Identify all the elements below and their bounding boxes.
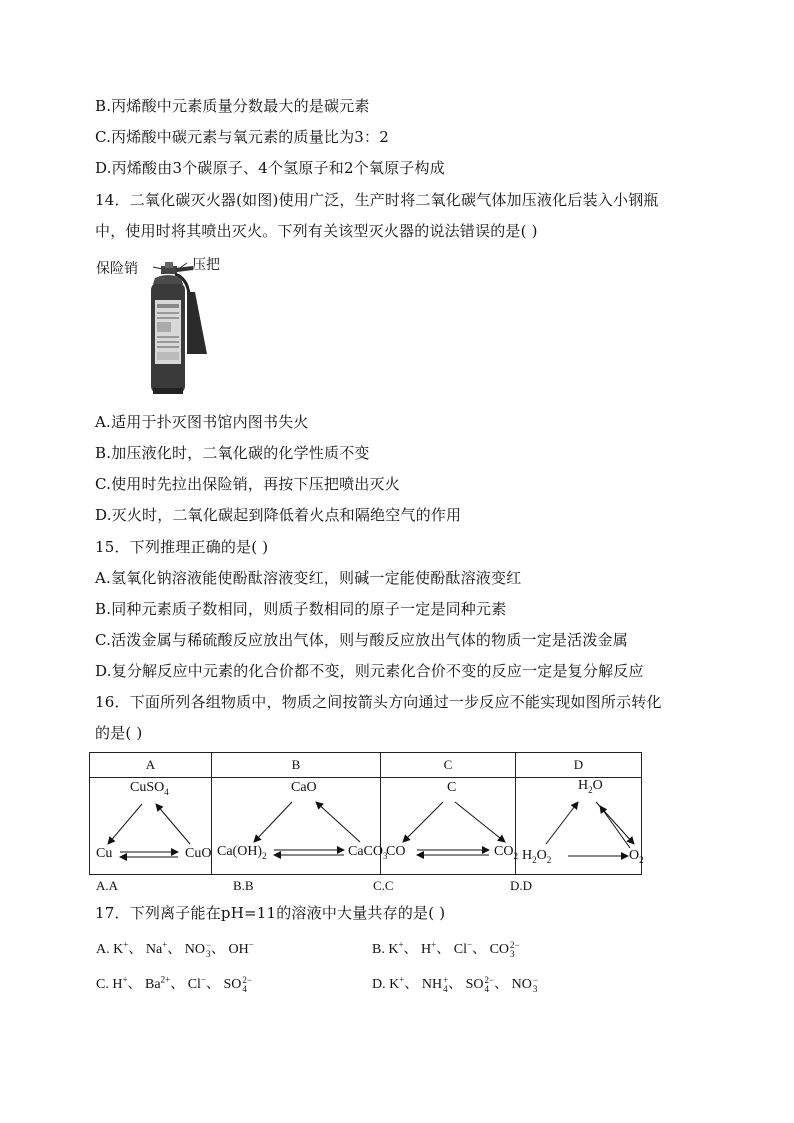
cycle-cell-a	[90, 778, 212, 875]
q15-option-d: D.复分解反应中元素的化合价都不变，则元素化合价不变的反应一定是复分解反应	[95, 662, 644, 680]
b-right-compound: CaCO$_3$	[348, 844, 388, 861]
q17-option-d: D. K+、 NH + 4 、 SO 2− 4 、 NO − 3	[372, 974, 538, 994]
fire-extinguisher-figure	[95, 254, 235, 402]
d-right-compound: $O_2$	[629, 848, 644, 865]
label-safety-pin: 保险销	[96, 261, 138, 277]
q17-option-b: B. K+、 H+、 Cl−、 CO 2− 3	[372, 939, 520, 959]
q17-option-c: C. H+、 $Ba^{2+}$、 Cl−、 SO 2− 4	[96, 974, 252, 994]
c-left-compound: CO	[386, 844, 406, 859]
cycle-cell-b	[212, 778, 388, 875]
q16-option-a: A.A	[96, 878, 119, 893]
a-top-compound: CuSO$_4$	[130, 780, 169, 797]
c-right-compound: $CO_2$	[494, 844, 518, 861]
a-right-compound: CuO	[185, 846, 212, 861]
q16-option-c: C.C	[373, 878, 394, 893]
q16-option-d: D.D	[510, 878, 533, 893]
q14-option-c: C.使用时先拉出保险销，再按下压把喷出灭火	[95, 475, 400, 493]
b-top-compound: CaO	[291, 780, 317, 795]
d-left-compound: $H_2O_2$	[522, 848, 552, 865]
cycle-cell-d	[516, 778, 642, 875]
q15-option-c: C.活泼金属与稀硫酸反应放出气体，则与酸反应放出气体的物质一定是活泼金属	[95, 631, 628, 649]
q17-stem: 17．下列离子能在pH=11的溶液中大量共存的是( )	[95, 904, 446, 922]
q13-option-c: C.丙烯酸中碳元素与氧元素的质量比为3：2	[95, 128, 389, 146]
d-top-compound: $H_2O$	[578, 778, 603, 795]
q17-option-a: A. K+、 Na+、 NO − 3 、 OH−	[96, 939, 254, 959]
q14-option-a: A.适用于扑灭图书馆内图书失火	[95, 413, 309, 431]
table-header-c: C	[381, 753, 516, 778]
cycle-cell-c	[381, 778, 516, 875]
q15-stem: 15．下列推理正确的是( )	[95, 538, 269, 556]
q13-option-b: B.丙烯酸中元素质量分数最大的是碳元素	[95, 97, 370, 115]
a-left-compound: Cu	[96, 846, 113, 861]
table-header-d: D	[516, 753, 642, 778]
q16-stem-line2: 的是( )	[95, 724, 143, 742]
c-top-compound: C	[447, 780, 457, 795]
q16-option-b: B.B	[233, 878, 254, 893]
label-handle: 压把	[192, 257, 220, 273]
q14-option-b: B.加压液化时，二氧化碳的化学性质不变	[95, 444, 370, 462]
b-left-compound: $Ca(OH)_2$	[217, 844, 267, 861]
q15-option-b: B.同种元素质子数相同，则质子数相同的原子一定是同种元素	[95, 600, 507, 618]
table-header-a: A	[90, 753, 212, 778]
q14-option-d: D.灭火时，二氧化碳起到降低着火点和隔绝空气的作用	[95, 506, 462, 524]
q16-stem-line1: 16．下面所列各组物质中，物质之间按箭头方向通过一步反应不能实现如图所示转化	[95, 693, 662, 711]
q14-stem-line1: 14．二氧化碳灭火器(如图)使用广泛，生产时将二氧化碳气体加压液化后装入小钢瓶	[95, 191, 659, 209]
q14-stem-line2: 中，使用时将其喷出灭火。下列有关该型灭火器的说法错误的是( )	[95, 222, 538, 240]
conversion-table	[89, 752, 642, 875]
q15-option-a: A.氢氧化钠溶液能使酚酞溶液变红，则碱一定能使酚酞溶液变红	[95, 569, 522, 587]
q13-option-d: D.丙烯酸由3个碳原子、4个氢原子和2个氧原子构成	[95, 159, 445, 177]
table-header-b: B	[212, 753, 381, 778]
